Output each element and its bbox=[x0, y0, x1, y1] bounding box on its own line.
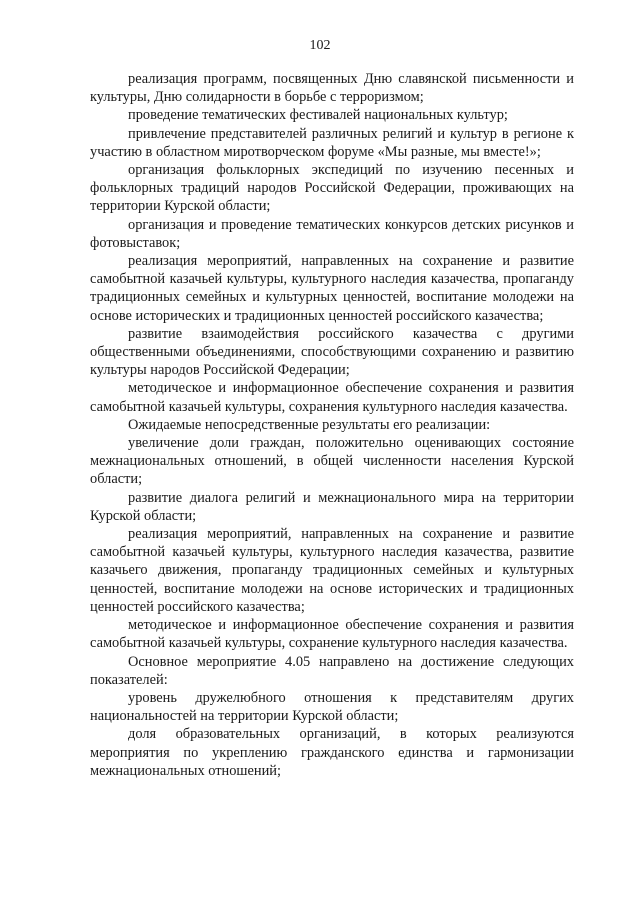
paragraph: доля образовательных организаций, в которых реализуются мероприятия по укреплению гражданского единства и гармонизации межнациональных отношений; bbox=[90, 726, 574, 779]
paragraph: методическое и информационное обеспечение сохранения и развития самобытной казачьей культуры, сохранения культурного наследия казачества. bbox=[90, 380, 574, 415]
paragraph: реализация мероприятий, направленных на сохранение и развитие самобытной казачьей культуры, культурного наследия казачества, пропаганду традиционных семейных и культурных ценностей, воспитание молодежи на основе исторических и традиционных ценностей российского казачества; bbox=[90, 253, 574, 324]
paragraph: Ожидаемые непосредственные результаты его реализации: bbox=[128, 416, 491, 433]
paragraph: увеличение доли граждан, положительно оценивающих состояние межнациональных отношений, в общей численности населения Курской области; bbox=[90, 435, 574, 488]
paragraph: Основное мероприятие 4.05 направлено на достижение следующих показателей: bbox=[90, 653, 574, 688]
paragraph: организация фольклорных экспедиций по изучению песенных и фольклорных традиций народов Российской Федерации, проживающих на территории Курской области; bbox=[90, 162, 574, 215]
paragraph: проведение тематических фестивалей национальных культур; bbox=[128, 107, 508, 124]
paragraph: уровень дружелюбного отношения к представителям других национальностей на территории Курской области; bbox=[90, 689, 574, 725]
document-body bbox=[90, 70, 574, 780]
paragraph: реализация программ, посвященных Дню славянской письменности и культуры, Дню солидарности в борьбе с терроризмом; bbox=[90, 71, 574, 106]
paragraph: организация и проведение тематических конкурсов детских рисунков и фотовыставок; bbox=[90, 216, 574, 251]
paragraph: привлечение представителей различных религий и культур в регионе к участию в областном миротворческом форуме «Мы разные, мы вместе!»; bbox=[90, 125, 574, 160]
paragraph: развитие взаимодействия российского казачества с другими общественными объединениями, способствующими сохранению и развитию культуры народов Российской Федерации; bbox=[90, 325, 574, 379]
paragraph: развитие диалога религий и межнационального мира на территории Курской области; bbox=[90, 489, 574, 524]
paragraph: методическое и информационное обеспечение сохранения и развития самобытной казачьей культуры, сохранение культурного наследия казачества. bbox=[90, 617, 574, 652]
paragraph: реализация мероприятий, направленных на сохранение и развитие самобытной казачьей культуры, культурного наследия казачества, развитие казачьего движения, пропаганду традиционных семейных и культурных ценностей, воспитание молодежи на основе исторических и традиционных ценностей российского казачества; bbox=[90, 526, 574, 615]
page-number: 102 bbox=[309, 38, 331, 53]
